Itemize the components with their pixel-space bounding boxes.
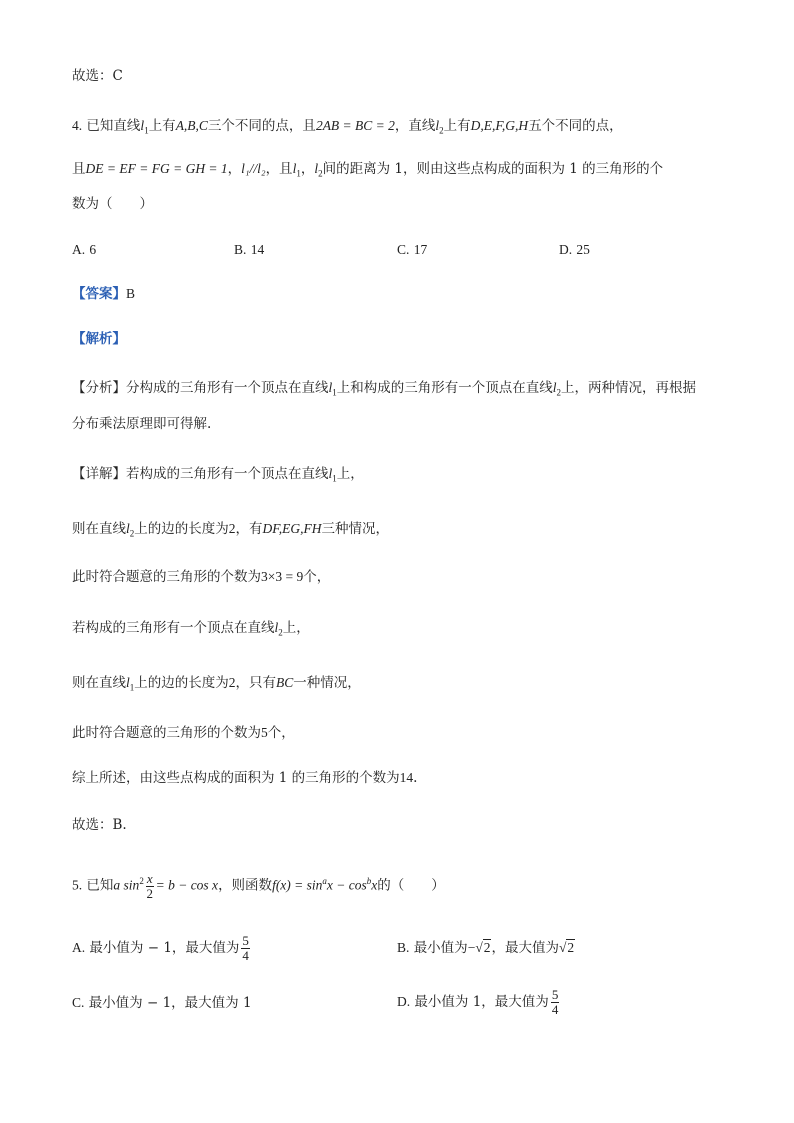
q4-text: . — [413, 770, 418, 786]
q4-detail-line-3 — [72, 567, 330, 587]
sqrt-2: √2 — [558, 940, 575, 955]
q4-option-b — [234, 240, 264, 260]
q4-option-a — [72, 240, 96, 260]
q4-text: ，只有 — [235, 675, 277, 691]
option-value: 6 — [89, 242, 97, 257]
option-value: 25 — [576, 242, 590, 257]
q4-text: 一种情况， — [293, 675, 361, 691]
option-text: 最小值为 − 1，最大值为 1 — [88, 995, 252, 1011]
function-fx: f(x) = sin — [272, 877, 323, 893]
fraction-numerator: x — [146, 870, 153, 886]
radicand: 2 — [567, 940, 575, 955]
neg-sqrt-2: −√2 — [467, 940, 491, 955]
line-l2: l — [126, 521, 130, 536]
segments-df-eg-fh: DF,EG,FH — [262, 521, 322, 536]
q5-option-d — [397, 984, 561, 1020]
xiangjie-tag: 【详解】 — [72, 466, 126, 482]
line-l1-subscript: 1 — [332, 473, 337, 484]
q4-analysis-tag — [72, 329, 126, 349]
option-text: 最小值为 − 1，最大值为 — [89, 940, 240, 956]
function-tail: x — [371, 877, 378, 893]
q4-answer-line — [72, 284, 135, 304]
q4-text: 上，两种情况，再根据 — [561, 380, 697, 396]
q4-detail-line-7 — [72, 768, 417, 788]
fraction-x-over-2 — [146, 872, 154, 901]
q4-number: 4. — [72, 118, 83, 133]
points-defgh: D,E,F,G,H — [470, 118, 529, 133]
q4-text: ，有 — [235, 521, 263, 537]
line-l2: l — [552, 380, 557, 395]
q4-stem-line-3: 数为（ ） — [72, 196, 153, 212]
line-l1: l — [140, 118, 145, 133]
q4-text: 分构成的三角形有一个顶点在直线 — [126, 380, 329, 396]
previous-answer-line: 故选：C — [72, 68, 123, 84]
q4-detail-line-4 — [72, 618, 310, 643]
q4-text: 此时符合题意的三角形的个数为 — [72, 569, 261, 585]
count-equation: 3×3 = 9 — [261, 569, 304, 584]
fraction-denominator: 2 — [146, 885, 153, 901]
q4-text: 五个不同的点， — [528, 118, 623, 134]
option-label: D. — [559, 242, 573, 257]
fraction-denominator: 4 — [551, 1002, 559, 1017]
option-label: B. — [234, 242, 247, 257]
q4-text: ， — [300, 161, 315, 177]
power-b: b — [366, 876, 372, 886]
q4-text: 已知直线 — [86, 118, 141, 134]
q4-text: ，且 — [265, 161, 293, 177]
length-value: 2 — [228, 521, 236, 536]
q5-option-c — [72, 993, 252, 1013]
q4-text: 三个不同的点，且 — [207, 118, 316, 134]
line-l2-subscript: 2 — [278, 627, 283, 638]
q4-text: ，直线 — [394, 118, 436, 134]
fraction-5-over-4 — [241, 934, 250, 963]
q4-stem-line-2 — [72, 159, 663, 184]
q4-option-d — [559, 240, 590, 260]
q4-stem-line-1 — [72, 116, 623, 141]
analysis-tag: 【解析】 — [72, 331, 126, 347]
q4-text: 则在直线 — [72, 675, 126, 691]
option-label: B. — [397, 940, 410, 955]
radicand: 2 — [483, 940, 491, 955]
power-a: a — [322, 876, 327, 886]
q5-option-a — [72, 930, 252, 966]
line-l2: l — [274, 620, 279, 635]
q5-text: ，则函数 — [218, 877, 273, 894]
line-l2-subscript: 2 — [439, 125, 444, 136]
q5-text: 已知 — [86, 877, 114, 894]
q4-text: 个， — [267, 725, 295, 741]
answer-value: B — [126, 286, 136, 301]
line-l1-subscript: 1 — [332, 387, 337, 398]
option-text: 最小值为 1，最大值为 — [414, 994, 549, 1010]
option-label: C. — [72, 995, 85, 1010]
q4-text: 上， — [282, 620, 310, 636]
line-l2-subscript: 2 — [129, 528, 135, 539]
option-text: ，最大值为 — [491, 940, 559, 956]
q5-option-b — [397, 930, 575, 966]
q4-text: 三种情况， — [321, 521, 390, 537]
line-l1-subscript: 1 — [129, 682, 135, 693]
q4-text: 上的边的长度为 — [134, 521, 229, 537]
q4-text: 上和构成的三角形有一个顶点在直线 — [336, 380, 553, 396]
q4-text: 上的边的长度为 — [134, 675, 229, 691]
option-text: 最小值为 — [413, 940, 468, 956]
line-l2-subscript: 2 — [556, 387, 562, 398]
fraction-5-over-4 — [551, 988, 560, 1017]
fraction-denominator: 4 — [242, 948, 249, 963]
equation-de-gh: DE = EF = FG = GH = 1 — [85, 161, 228, 176]
points-abc: A,B,C — [175, 118, 208, 133]
line-l2: l — [314, 161, 319, 176]
line-l1: l — [292, 161, 297, 176]
total-count: 14 — [399, 770, 414, 785]
q4-text: 上有 — [443, 118, 471, 134]
option-label: D. — [397, 994, 411, 1009]
q4-text: 若构成的三角形有一个顶点在直线 — [72, 620, 275, 636]
q4-text: 此时符合题意的三角形的个数为 — [72, 725, 261, 741]
line-l1-subscript: 1 — [296, 168, 301, 179]
option-label: C. — [397, 242, 410, 257]
q4-text: 上有 — [148, 118, 176, 134]
segment-bc: BC — [276, 675, 294, 690]
parallel-lines: l₁//l₂ — [241, 161, 266, 176]
length-value: 2 — [228, 675, 236, 690]
q5-text: 的（ ） — [377, 877, 445, 894]
function-middle: x − cos — [326, 877, 367, 893]
q4-text: ， — [227, 161, 242, 177]
option-label: A. — [72, 940, 86, 955]
q4-text: 个， — [303, 569, 331, 585]
equation-right: = b − cos x — [155, 877, 219, 893]
q4-text: 若构成的三角形有一个顶点在直线 — [126, 466, 329, 482]
q4-detail-line-6 — [72, 723, 295, 743]
line-l2-subscript: 2 — [318, 168, 323, 179]
answer-tag: 【答案】 — [72, 286, 126, 302]
line-l2: l — [435, 118, 440, 133]
q4-final-answer: 故选：B. — [72, 817, 127, 833]
q4-text: 且 — [72, 161, 86, 177]
fenxi-tag: 【分析】 — [72, 380, 126, 396]
q4-text: 则在直线 — [72, 521, 126, 537]
q4-detail-line-1 — [72, 464, 364, 489]
line-l1: l — [328, 466, 333, 481]
equation-ab-bc: 2AB = BC = 2 — [315, 118, 395, 133]
option-label: A. — [72, 242, 86, 257]
line-l1-subscript: 1 — [144, 125, 149, 136]
q4-text: 间的距离为 1，则由这些点构成的面积为 1 的三角形的个 — [322, 161, 664, 177]
fraction-numerator: 5 — [242, 933, 249, 948]
q4-text: 综上所述，由这些点构成的面积为 1 的三角形的个数为 — [72, 770, 400, 786]
fraction-numerator: 5 — [551, 987, 559, 1002]
equation-left: a sin — [113, 877, 140, 893]
line-l1: l — [126, 675, 130, 690]
q4-detail-line-2 — [72, 519, 389, 544]
q5-stem — [72, 866, 445, 901]
q5-number: 5. — [72, 877, 83, 893]
line-l1: l — [328, 380, 333, 395]
q4-detail-line-5 — [72, 673, 361, 698]
count-value: 5 — [261, 725, 268, 740]
option-value: 14 — [250, 242, 265, 257]
q4-fenxi-line-1 — [72, 378, 696, 403]
q4-option-c — [397, 240, 427, 260]
option-value: 17 — [413, 242, 428, 257]
q4-fenxi-line-2: 分布乘法原理即可得解. — [72, 416, 212, 432]
power-2: 2 — [139, 876, 144, 886]
q4-text: 上， — [336, 466, 364, 482]
minus-sign: − — [467, 940, 476, 955]
